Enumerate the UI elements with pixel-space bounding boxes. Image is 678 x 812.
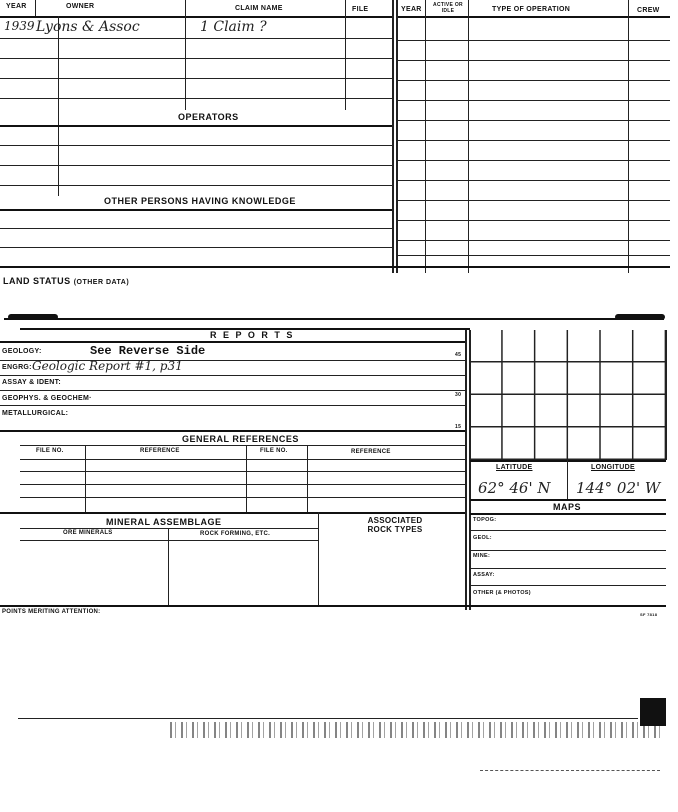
rule [20, 459, 465, 460]
map-row-topog: TOPOG: [473, 517, 497, 523]
rule [0, 98, 392, 99]
rule [465, 330, 467, 610]
owner-row-owner: Lyons & Assoc [36, 19, 140, 35]
header-type-of-operation: TYPE OF OPERATION [492, 6, 571, 13]
rule [0, 228, 392, 229]
rule [470, 585, 666, 586]
rule [397, 200, 670, 201]
rule [8, 314, 58, 320]
rule [20, 471, 465, 472]
longitude-label: LONGITUDE [591, 464, 635, 471]
latitude-value: 62° 46' N [478, 479, 551, 497]
rule [470, 499, 666, 501]
rule [0, 145, 392, 146]
rule [0, 185, 392, 186]
scan-noise [170, 722, 660, 738]
rule [615, 314, 665, 320]
ore-minerals-header: ORE MINERALS [63, 530, 113, 536]
header-activity-year: YEAR [401, 6, 422, 13]
rule [397, 40, 670, 41]
rule [0, 405, 465, 406]
header-owner: OWNER [66, 3, 95, 10]
general-references-heading: GENERAL REFERENCES [182, 434, 299, 444]
map-row-geol: GEOL: [473, 535, 492, 541]
points-meriting-attention-label: POINTS MERITING ATTENTION: [2, 609, 101, 615]
rule [0, 266, 670, 268]
rule [0, 247, 392, 248]
owner-row-year: 1939 [4, 19, 35, 33]
rule [0, 605, 666, 607]
rule [392, 0, 394, 273]
scan-mark [640, 698, 666, 726]
cut-line [4, 318, 664, 320]
header-active-idle: ACTIVE OR IDLE [433, 2, 463, 14]
mineral-assemblage-heading: MINERAL ASSEMBLAGE [106, 517, 222, 527]
scan-edge [18, 718, 638, 719]
rule [397, 100, 670, 101]
map-row-mine: MINE: [473, 553, 491, 559]
rule [307, 445, 308, 513]
scale-mark: 30 [455, 392, 462, 398]
other-persons-heading: OTHER PERSONS HAVING KNOWLEDGE [104, 196, 296, 206]
rule [0, 512, 465, 514]
rule [0, 430, 465, 432]
rule [318, 512, 319, 605]
rule [168, 528, 169, 605]
rule [20, 540, 318, 541]
location-grid [470, 330, 667, 460]
land-status-heading: LAND STATUS (OTHER DATA) [3, 276, 130, 286]
associated-rock-types-header: ASSOCIATED ROCK TYPES [367, 516, 423, 534]
rule [0, 125, 392, 127]
rule [58, 16, 59, 196]
reports-heading: R E P O R T S [210, 330, 295, 340]
rule [397, 220, 670, 221]
rule [470, 568, 666, 569]
rule [0, 375, 465, 376]
report-value-geology: See Reverse Side [90, 344, 206, 358]
maps-heading: MAPS [553, 502, 582, 512]
rule [185, 0, 186, 110]
longitude-value: 144° 02' W [576, 479, 661, 497]
rule [0, 38, 392, 39]
report-label-geology: GEOLOGY: [2, 348, 42, 355]
owner-row-claim: 1 Claim ? [200, 19, 267, 35]
rule [0, 58, 392, 59]
rule [397, 255, 670, 256]
header-claim-name: CLAIM NAME [235, 5, 283, 12]
rule [397, 60, 670, 61]
rule [20, 484, 465, 485]
rule [397, 16, 670, 18]
rule [470, 460, 666, 462]
ref-header-reference: REFERENCE [140, 448, 180, 454]
rule [35, 0, 36, 16]
rule [470, 530, 666, 531]
rule [397, 240, 670, 241]
map-row-other: OTHER (& PHOTOS) [473, 590, 531, 596]
rule [20, 528, 318, 529]
scale-mark: 45 [455, 352, 462, 358]
rule [0, 165, 392, 166]
rule [0, 78, 392, 79]
rule [397, 120, 670, 121]
rule [397, 140, 670, 141]
rock-forming-header: ROCK FORMING, ETC. [200, 531, 271, 537]
operators-heading: OPERATORS [178, 112, 239, 122]
ref-header-file-no: FILE NO. [36, 448, 64, 454]
latitude-label: LATITUDE [496, 464, 533, 471]
rule [397, 80, 670, 81]
rule [0, 209, 392, 211]
rule [397, 160, 670, 161]
header-year: YEAR [6, 3, 27, 10]
rule [0, 390, 465, 391]
rule [567, 460, 568, 500]
rule [470, 513, 666, 515]
form-number: SF 7818 [640, 612, 658, 617]
rule [470, 550, 666, 551]
report-label-assay: ASSAY & IDENT: [2, 379, 62, 386]
rule [20, 445, 465, 446]
rule [397, 180, 670, 181]
rule [20, 497, 465, 498]
report-label-engrg: ENGRG: [2, 364, 32, 371]
ref-header-file-no-2: FILE NO. [260, 448, 288, 454]
rule [246, 445, 247, 513]
rule [85, 445, 86, 513]
rule [345, 0, 346, 110]
header-crew: CREW [637, 7, 660, 14]
report-value-engrg: Geologic Report #1, p31 [32, 359, 183, 373]
rule [480, 770, 660, 771]
report-label-geophys: GEOPHYS. & GEOCHEM· [2, 395, 92, 402]
rule [0, 341, 465, 343]
ref-header-reference-2: REFERENCE [351, 449, 391, 455]
header-file: FILE [352, 6, 369, 13]
report-label-metallurgical: METALLURGICAL: [2, 410, 69, 417]
scale-mark: 15 [455, 424, 462, 430]
map-row-assay: ASSAY: [473, 572, 495, 578]
